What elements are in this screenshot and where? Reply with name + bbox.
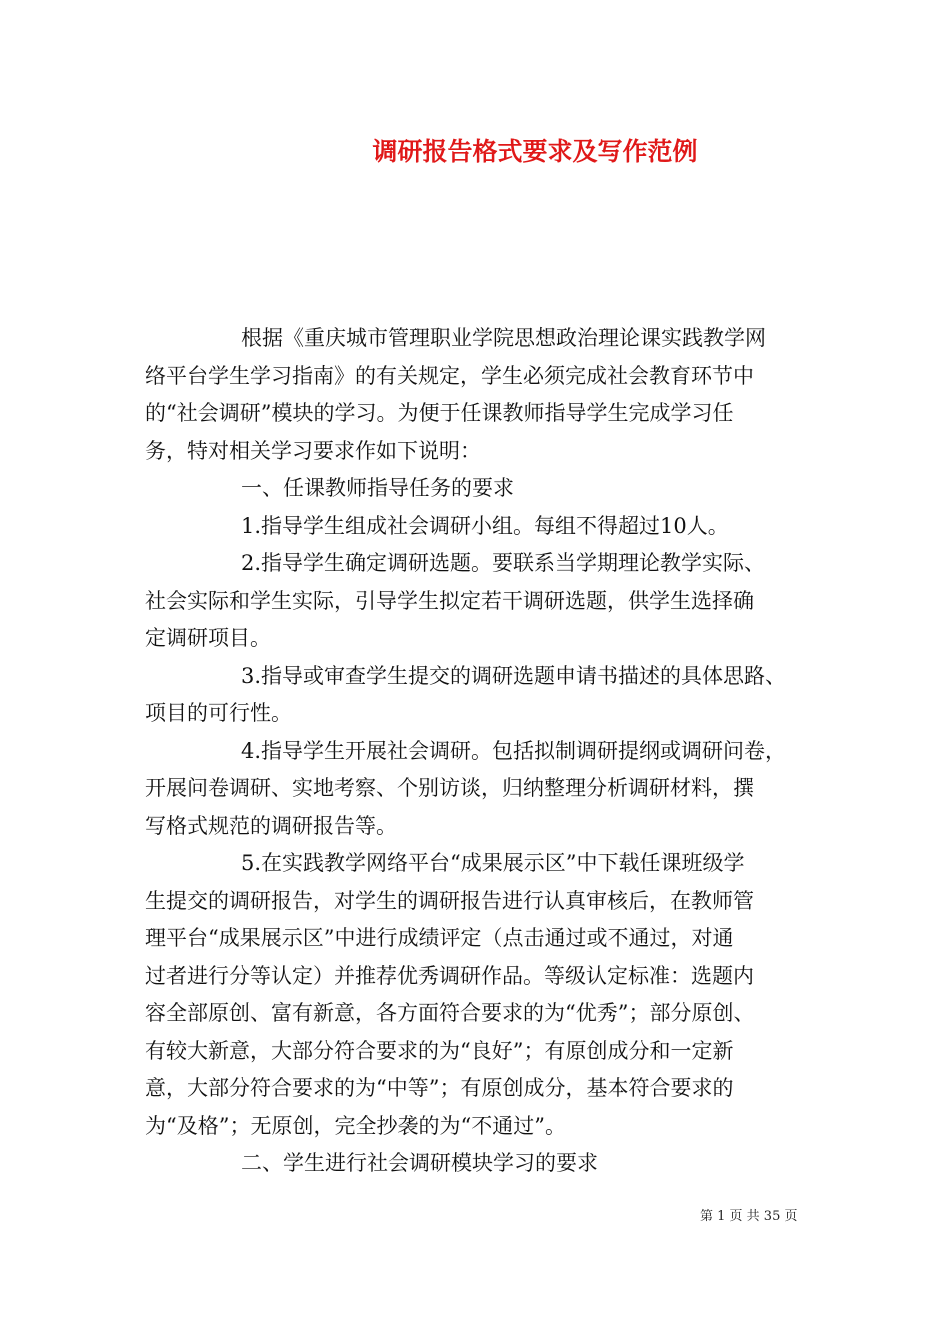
paragraph-line: 开展问卷调研、实地考察、个别访谈，归纳整理分析调研材料，撰: [145, 776, 754, 800]
page-number-footer: 第 1 页 共 35 页: [700, 1209, 798, 1224]
paragraph-line: 生提交的调研报告，对学生的调研报告进行认真审核后，在教师管: [145, 888, 754, 913]
document-title: 调研报告格式要求及写作范例: [372, 137, 698, 166]
paragraph-line: 络平台学生学习指南》的有关规定，学生必须完成社会教育环节中: [145, 363, 754, 388]
paragraph-line: 根据《重庆城市管理职业学院思想政治理论课实践教学网: [241, 326, 766, 350]
section-heading: 一、任课教师指导任务的要求: [241, 476, 514, 500]
paragraph-line: 写格式规范的调研报告等。: [145, 813, 397, 838]
paragraph-line: 过者进行分等认定）并推荐优秀调研作品。等级认定标准：选题内: [145, 963, 754, 988]
paragraph-line: 有较大新意，大部分符合要求的为“良好”；有原创成分和一定新: [145, 1038, 734, 1063]
paragraph-line: 理平台“成果展示区”中进行成绩评定（点击通过或不通过，对通: [145, 926, 734, 950]
paragraph-line: 社会实际和学生实际，引导学生拟定若干调研选题，供学生选择确: [145, 588, 754, 613]
paragraph-line: 意，大部分符合要求的为“中等”；有原创成分，基本符合要求的: [145, 1076, 734, 1100]
paragraph-line: 2.指导学生确定调研选题。要联系当学期理论教学实际、: [241, 551, 766, 575]
paragraph-line: 3.指导或审查学生提交的调研选题申请书描述的具体思路、: [241, 663, 787, 688]
paragraph-line: 的“社会调研”模块的学习。为便于任课教师指导学生完成学习任: [145, 401, 734, 425]
paragraph-line: 5.在实践教学网络平台“成果展示区”中下载任课班级学: [241, 851, 745, 875]
paragraph-line: 1.指导学生组成社会调研小组。每组不得超过10人。: [241, 513, 729, 538]
document-body: [145, 320, 810, 1183]
paragraph-line: 4.指导学生开展社会调研。包括拟制调研提纲或调研问卷，: [241, 738, 787, 763]
paragraph-line: 容全部原创、富有新意，各方面符合要求的为“优秀”；部分原创、: [145, 1001, 755, 1025]
paragraph-line: 务，特对相关学习要求作如下说明：: [145, 438, 481, 463]
section-heading: 二、学生进行社会调研模块学习的要求: [241, 1151, 598, 1175]
paragraph-line: 定调研项目。: [145, 626, 271, 650]
paragraph-line: 项目的可行性。: [145, 701, 292, 725]
paragraph-line: 为“及格”；无原创，完全抄袭的为“不通过”。: [145, 1113, 566, 1138]
